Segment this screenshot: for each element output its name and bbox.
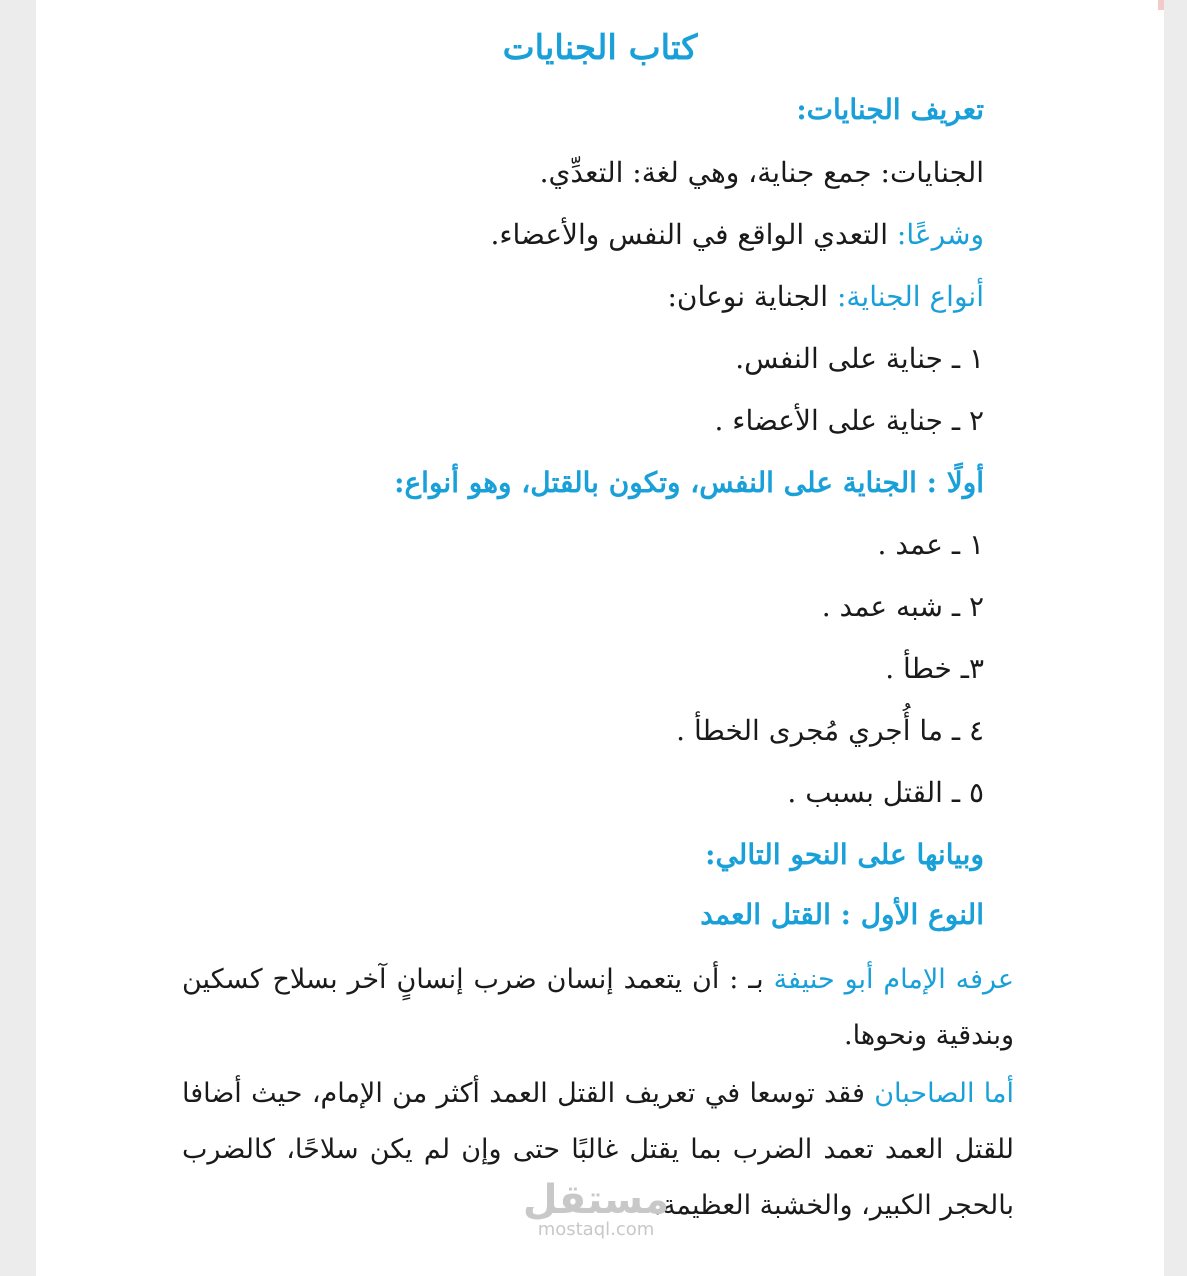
types-text: الجناية نوعان: [667, 280, 837, 313]
types-item-1: ١ ـ جناية على النفس. [735, 342, 984, 375]
mostaql-watermark [516, 1177, 676, 1240]
types-item-2: ٢ ـ جناية على الأعضاء . [714, 404, 984, 437]
sharan-label: وشرعًا: [896, 218, 984, 251]
watermark-arabic: مستقل [522, 1177, 670, 1223]
sahiban-label: أما الصاحبان [874, 1078, 1014, 1109]
sahiban-text: فقد توسعا في تعريف القتل العمد أكثر من الإمام، حيث أضافا للقتل العمد تعمد الضرب بما يقتل غالبًا حتى وإن لم يكن سلاحًا، كالضرب بالحجر الكبير، والخشبة العظيمة. [182, 1078, 1014, 1221]
first-type-heading: أولًا : الجناية على النفس، وتكون بالقتل، وهو أنواع: [394, 466, 984, 499]
document-page [36, 0, 1164, 1276]
type-one-heading: النوع الأول : القتل العمد [700, 898, 984, 931]
types-label: أنواع الجناية: [836, 280, 984, 313]
types-line [668, 280, 985, 313]
definition-heading: تعريف الجنايات: [796, 93, 984, 126]
page-corner-marker [1158, 0, 1164, 10]
sharan-line [490, 218, 984, 251]
hanifa-label: عرفه الإمام أبو حنيفة [773, 964, 1015, 995]
kind-item-2: ٢ ـ شبه عمد . [821, 590, 984, 623]
hanifa-text: بـ : أن يتعمد إنسان ضرب إنسانٍ آخر بسلاح كسكين وبندقية ونحوها. [182, 964, 1014, 1051]
sharan-text: التعدي الواقع في النفس والأعضاء. [490, 218, 897, 251]
page-title: كتاب الجنايات [502, 28, 698, 68]
kind-item-3: ٣ـ خطأ . [885, 652, 984, 685]
hanifa-paragraph [182, 952, 1014, 1064]
kind-item-5: ٥ ـ القتل بسبب . [787, 776, 984, 809]
definition-line: الجنايات: جمع جناية، وهي لغة: التعدِّي. [539, 156, 984, 189]
kind-item-4: ٤ ـ ما أُجري مُجرى الخطأ . [676, 714, 984, 747]
watermark-latin: mostaql.com [537, 1219, 655, 1240]
explain-heading: وبيانها على النحو التالي: [705, 838, 984, 871]
kind-item-1: ١ ـ عمد . [877, 528, 984, 561]
